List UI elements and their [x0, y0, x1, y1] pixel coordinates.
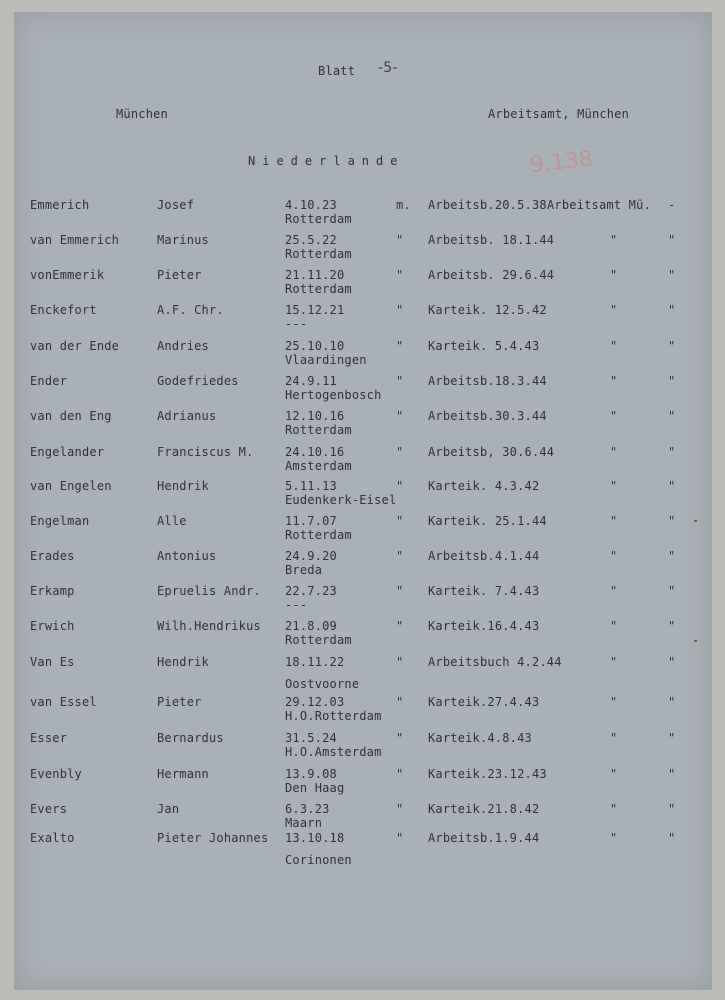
issuing-office-cell: " [610, 303, 618, 317]
birthdate-cell: 24.10.16 [285, 445, 345, 459]
firstname-cell: Adrianus [157, 409, 217, 423]
birthplace-cell: Rotterdam [285, 528, 352, 542]
birthplace-cell: Rotterdam [285, 247, 352, 261]
birthdate-cell: 25.10.10 [285, 339, 345, 353]
sex-cell: " [396, 619, 404, 633]
issuing-office-cell: " [610, 268, 618, 282]
birthdate-cell: 13.9.08 [285, 767, 337, 781]
surname-cell: Erades [30, 549, 75, 563]
surname-cell: Erkamp [30, 584, 75, 598]
firstname-cell: Jan [157, 802, 180, 816]
city-heading: München [116, 107, 168, 121]
document-cell: Arbeitsb, 30.6.44 [428, 445, 555, 459]
firstname-cell: Josef [157, 198, 195, 212]
ditto-cell: " [668, 655, 676, 669]
birthplace-cell: Eudenkerk-Eisel [285, 493, 397, 507]
issuing-office-cell: " [610, 549, 618, 563]
firstname-cell: Bernardus [157, 731, 224, 745]
birthdate-cell: 18.11.22 [285, 655, 345, 669]
firstname-cell: Epruelis Andr. [157, 584, 261, 598]
sex-cell: " [396, 731, 404, 745]
surname-cell: Emmerich [30, 198, 90, 212]
document-cell: Karteik.27.4.43 [428, 695, 540, 709]
birthdate-cell: 5.11.13 [285, 479, 337, 493]
sex-cell: " [396, 549, 404, 563]
surname-cell: van Essel [30, 695, 97, 709]
sheet-label: Blatt [318, 64, 356, 78]
surname-cell: Esser [30, 731, 68, 745]
sex-cell: " [396, 374, 404, 388]
sex-cell: " [396, 655, 404, 669]
ditto-cell: " [668, 831, 676, 845]
surname-cell: Van Es [30, 655, 75, 669]
firstname-cell: Wilh.Hendrikus [157, 619, 261, 633]
surname-cell: Evenbly [30, 767, 82, 781]
firstname-cell: Franciscus M. [157, 445, 254, 459]
birthdate-cell: 24.9.20 [285, 549, 337, 563]
surname-cell: Engelander [30, 445, 105, 459]
birthdate-cell: 6.3.23 [285, 802, 330, 816]
issuing-office-cell: " [610, 831, 618, 845]
birthdate-cell: 29.12.03 [285, 695, 345, 709]
ditto-cell: " [668, 802, 676, 816]
issuing-office-cell: " [610, 584, 618, 598]
ditto-cell: " [668, 409, 676, 423]
firstname-cell: Alle [157, 514, 187, 528]
document-cell: Karteik.21.8.42 [428, 802, 540, 816]
birthplace-cell: Rotterdam [285, 212, 352, 226]
issuing-office-cell: " [610, 514, 618, 528]
issuing-office-cell: Arbeitsamt Mü. [547, 198, 651, 212]
surname-cell: vonEmmerik [30, 268, 105, 282]
sex-cell: " [396, 445, 404, 459]
firstname-cell: Pieter [157, 268, 202, 282]
document-cell: Karteik.4.8.43 [428, 731, 532, 745]
birthplace-cell: H.O.Rotterdam [285, 709, 382, 723]
sex-cell: " [396, 802, 404, 816]
issuing-office-cell: " [610, 695, 618, 709]
sex-cell: " [396, 303, 404, 317]
birthdate-cell: 11.7.07 [285, 514, 337, 528]
birthplace-cell: Hertogenbosch [285, 388, 382, 402]
surname-cell: Erwich [30, 619, 75, 633]
ditto-cell: " [668, 233, 676, 247]
ditto-cell: " [668, 514, 676, 528]
issuing-office-cell: " [610, 233, 618, 247]
firstname-cell: Hendrik [157, 655, 209, 669]
birthplace-cell: Amsterdam [285, 459, 352, 473]
firstname-cell: Hendrik [157, 479, 209, 493]
birthplace-cell: Vlaardingen [285, 353, 367, 367]
sex-cell: " [396, 479, 404, 493]
ditto-cell: " [668, 695, 676, 709]
sex-cell: " [396, 409, 404, 423]
ditto-cell: " [668, 731, 676, 745]
document-cell: Arbeitsb.18.3.44 [428, 374, 547, 388]
sex-cell: " [396, 339, 404, 353]
document-cell: Arbeitsb. 29.6.44 [428, 268, 555, 282]
firstname-cell: A.F. Chr. [157, 303, 224, 317]
issuing-office-cell: " [610, 655, 618, 669]
ditto-cell: " [668, 767, 676, 781]
ditto-cell: " [668, 549, 676, 563]
document-cell: Karteik.23.12.43 [428, 767, 547, 781]
document-cell: Karteik. 25.1.44 [428, 514, 547, 528]
red-stamp: 9.138 [528, 146, 595, 179]
document-cell: Arbeitsb.4.1.44 [428, 549, 540, 563]
edge-mark [694, 520, 697, 522]
birthdate-cell: 4.10.23 [285, 198, 337, 212]
issuing-office-cell: " [610, 339, 618, 353]
ditto-cell: " [668, 303, 676, 317]
firstname-cell: Andries [157, 339, 209, 353]
birthdate-cell: 24.9.11 [285, 374, 337, 388]
birthplace-cell: H.O.Amsterdam [285, 745, 382, 759]
birthdate-cell: 31.5.24 [285, 731, 337, 745]
surname-cell: Exalto [30, 831, 75, 845]
birthdate-cell: 21.11.20 [285, 268, 345, 282]
issuing-office-cell: " [610, 619, 618, 633]
document-cell: Karteik. 7.4.43 [428, 584, 540, 598]
ditto-cell: " [668, 479, 676, 493]
issuing-office-cell: " [610, 731, 618, 745]
birthdate-cell: 13.10.18 [285, 831, 345, 845]
document-cell: Karteik.16.4.43 [428, 619, 540, 633]
document-cell: Arbeitsb.1.9.44 [428, 831, 540, 845]
document-cell: Arbeitsbuch 4.2.44 [428, 655, 562, 669]
issuing-office-cell: " [610, 445, 618, 459]
birthdate-cell: 22.7.23 [285, 584, 337, 598]
firstname-cell: Pieter [157, 695, 202, 709]
document-cell: Karteik. 12.5.42 [428, 303, 547, 317]
surname-cell: Evers [30, 802, 68, 816]
surname-cell: Ender [30, 374, 68, 388]
sex-cell: m. [396, 198, 411, 212]
birthplace-cell: Rotterdam [285, 633, 352, 647]
firstname-cell: Pieter Johannes [157, 831, 269, 845]
ditto-cell: " [668, 374, 676, 388]
sex-cell: " [396, 268, 404, 282]
ditto-cell: - [668, 198, 676, 212]
sex-cell: " [396, 767, 404, 781]
birthplace-cell: Rotterdam [285, 282, 352, 296]
issuing-office-cell: " [610, 374, 618, 388]
ditto-cell: " [668, 268, 676, 282]
edge-mark [694, 640, 697, 642]
sex-cell: " [396, 514, 404, 528]
birthplace-cell: Den Haag [285, 781, 345, 795]
issuing-office-cell: " [610, 409, 618, 423]
firstname-cell: Marinus [157, 233, 209, 247]
surname-cell: van Emmerich [30, 233, 120, 247]
birthplace-cell: Corinonen [285, 853, 352, 867]
document-cell: Karteik. 4.3.42 [428, 479, 540, 493]
document-cell: Arbeitsb.20.5.38 [428, 198, 547, 212]
sex-cell: " [396, 695, 404, 709]
birthdate-cell: 21.8.09 [285, 619, 337, 633]
surname-cell: van der Ende [30, 339, 120, 353]
birthplace-cell: Maarn [285, 816, 323, 830]
firstname-cell: Hermann [157, 767, 209, 781]
birthplace-cell: Rotterdam [285, 423, 352, 437]
document-cell: Karteik. 5.4.43 [428, 339, 540, 353]
birthdate-cell: 15.12.21 [285, 303, 345, 317]
ditto-cell: " [668, 619, 676, 633]
birthplace-cell: --- [285, 598, 308, 612]
ditto-cell: " [668, 584, 676, 598]
surname-cell: Enckefort [30, 303, 97, 317]
firstname-cell: Godefriedes [157, 374, 239, 388]
sheet-number: -5- [378, 60, 398, 76]
surname-cell: van Engelen [30, 479, 112, 493]
ditto-cell: " [668, 445, 676, 459]
office-heading: Arbeitsamt, München [488, 107, 630, 121]
birthdate-cell: 12.10.16 [285, 409, 345, 423]
sex-cell: " [396, 584, 404, 598]
birthdate-cell: 25.5.22 [285, 233, 337, 247]
sex-cell: " [396, 233, 404, 247]
birthplace-cell: --- [285, 317, 308, 331]
country-heading: Niederlande [248, 154, 405, 168]
firstname-cell: Antonius [157, 549, 217, 563]
issuing-office-cell: " [610, 802, 618, 816]
ditto-cell: " [668, 339, 676, 353]
sex-cell: " [396, 831, 404, 845]
issuing-office-cell: " [610, 479, 618, 493]
surname-cell: Engelman [30, 514, 90, 528]
birthplace-cell: Breda [285, 563, 323, 577]
surname-cell: van den Eng [30, 409, 112, 423]
document-cell: Arbeitsb. 18.1.44 [428, 233, 555, 247]
document-cell: Arbeitsb.30.3.44 [428, 409, 547, 423]
birthplace-cell: Oostvoorne [285, 677, 360, 691]
issuing-office-cell: " [610, 767, 618, 781]
